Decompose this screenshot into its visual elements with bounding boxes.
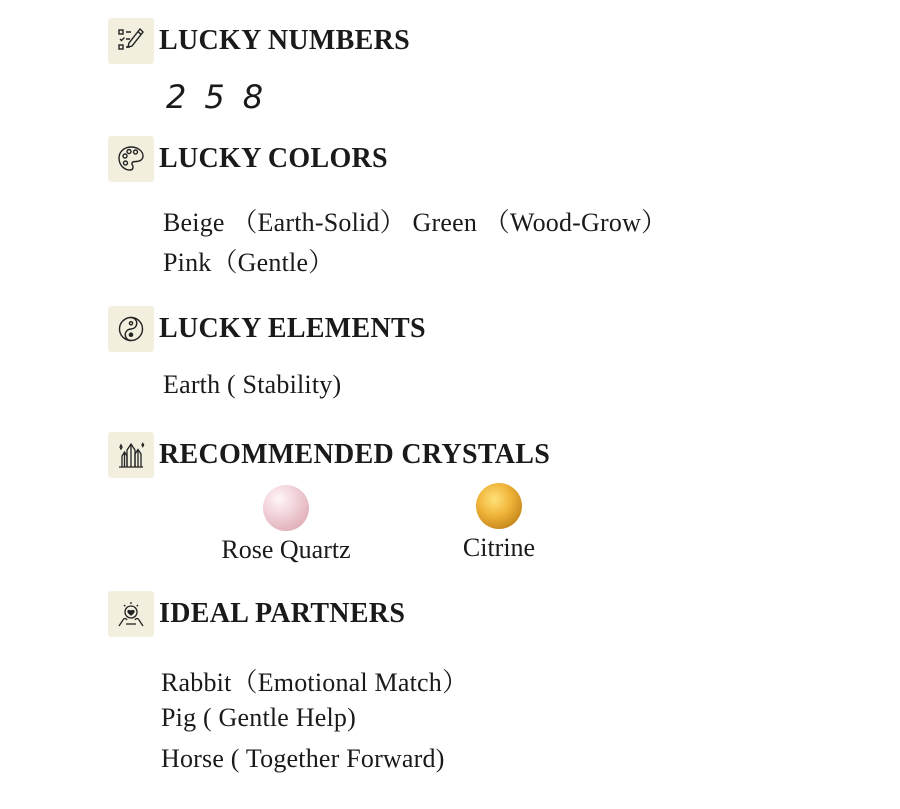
crystal-cluster-icon — [108, 432, 154, 478]
palette-icon — [108, 136, 154, 182]
partner-item: Pig ( Gentle Help) — [161, 703, 356, 732]
yin-yang-icon — [108, 306, 154, 352]
lucky-colors-line: Pink（Gentle） — [163, 248, 335, 277]
section-title: LUCKY NUMBERS — [159, 25, 410, 56]
hands-heart-icon — [108, 591, 154, 637]
checklist-pencil-icon — [108, 18, 154, 64]
section-lucky-numbers — [108, 18, 410, 64]
crystal-name: Citrine — [462, 533, 536, 562]
partner-item: Horse ( Together Forward) — [161, 744, 445, 773]
lucky-number: 5 — [204, 78, 225, 116]
lucky-number: 8 — [242, 78, 264, 116]
section-title: IDEAL PARTNERS — [159, 598, 406, 629]
lucky-elements-line: Earth ( Stability) — [163, 370, 342, 399]
section-title: RECOMMENDED CRYSTALS — [159, 439, 551, 470]
section-title: LUCKY COLORS — [159, 143, 388, 174]
section-ideal-partners — [108, 591, 405, 637]
lucky-numbers-values — [166, 78, 281, 116]
lucky-number: 2 — [166, 78, 187, 116]
section-title: LUCKY ELEMENTS — [159, 313, 426, 344]
crystal-item — [440, 483, 558, 563]
section-lucky-elements — [108, 306, 426, 352]
section-recommended-crystals — [108, 432, 550, 478]
crystal-item — [206, 485, 366, 565]
lucky-colors-line: Beige （Earth-Solid） Green （Wood-Grow） — [163, 208, 668, 237]
rose-quartz-bead — [263, 485, 309, 531]
section-lucky-colors — [108, 136, 388, 182]
citrine-bead — [476, 483, 522, 529]
crystal-name: Rose Quartz — [221, 535, 351, 564]
partner-item: Rabbit（Emotional Match） — [161, 668, 469, 697]
